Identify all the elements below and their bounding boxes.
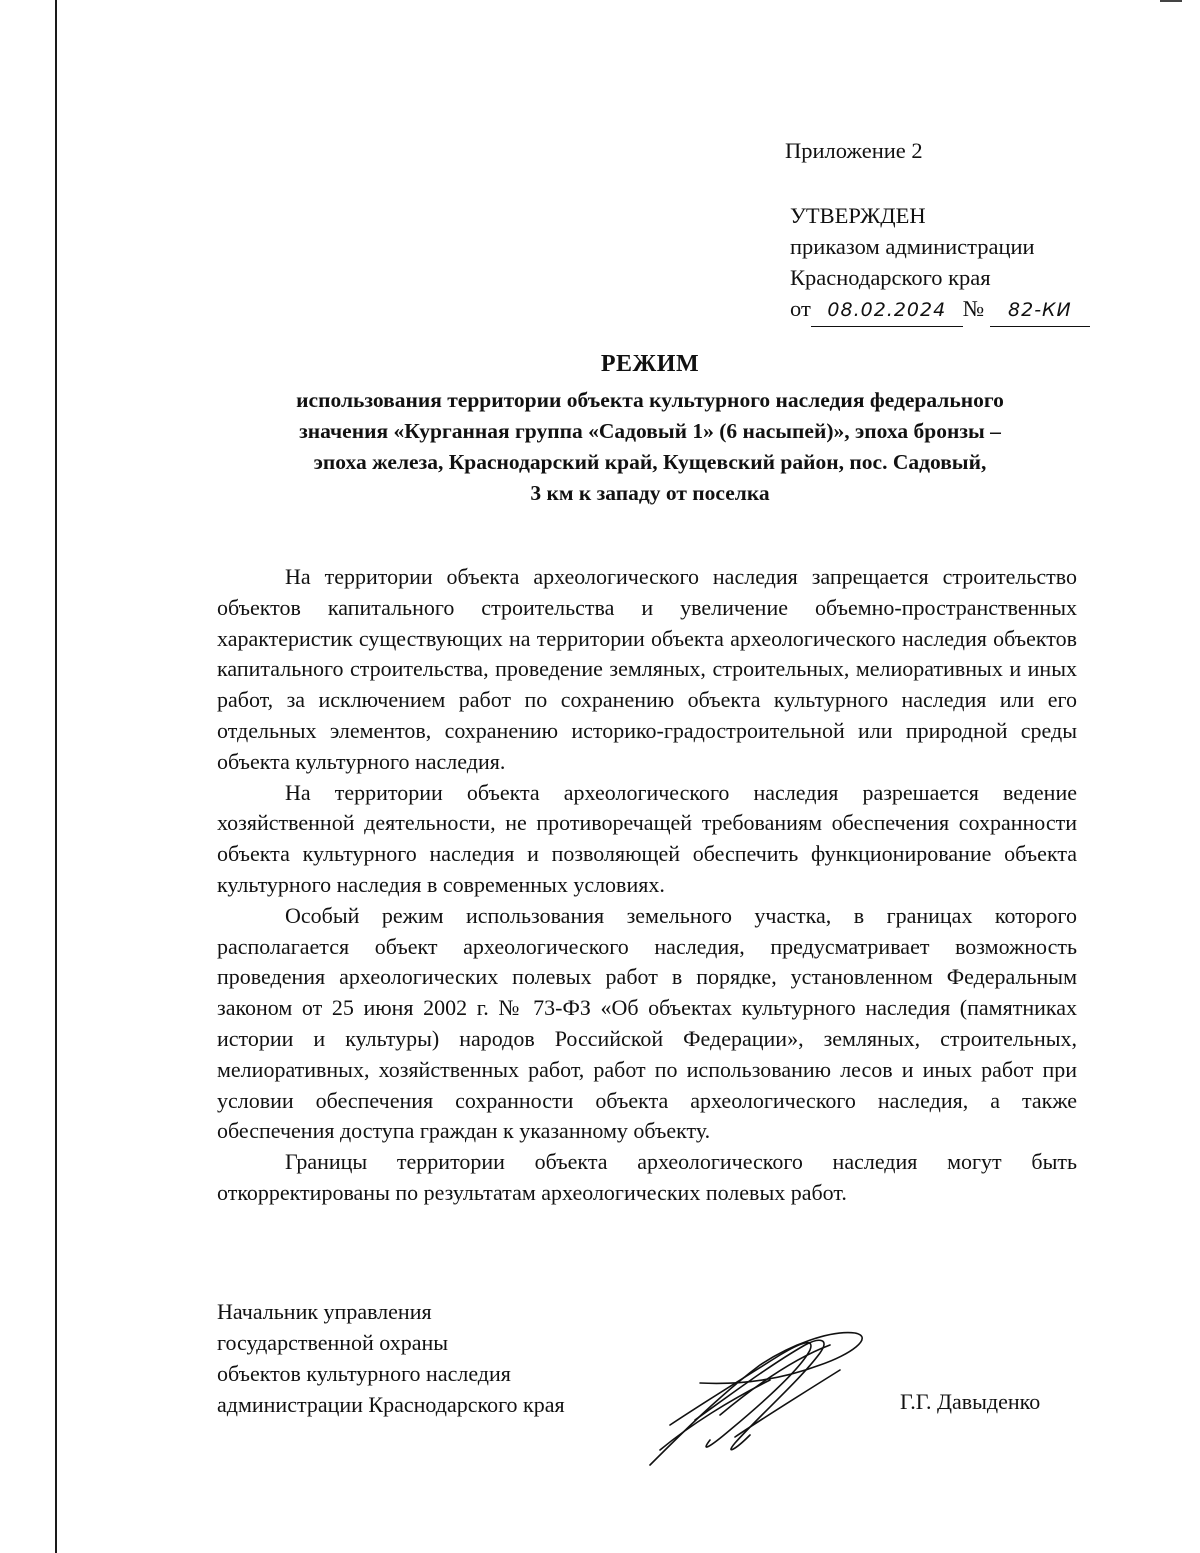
order-number-sign: № (962, 296, 985, 321)
order-prefix: от (790, 296, 811, 321)
order-line (790, 293, 1090, 327)
approval-block (790, 200, 1090, 327)
approved-by-line-1: приказом администрации (790, 234, 1035, 259)
body-paragraph: На территории объекта археологического наследия запрещается строительство объектов капитального строительства и увеличение объемно-пространственных характеристик существующих на территории объекта археологического наследия объектов капитального строительства, проведение земляных, строительных, мелиоративных и иных работ, за исключением работ по сохранению объекта культурного наследия или его отдельных элементов, сохранению историко-градостроительной или природной среды объекта культурного наследия. (217, 564, 1077, 774)
subtitle-line: 3 км к западу от поселка (530, 481, 770, 505)
approved-label: УТВЕРЖДЕН (790, 203, 926, 228)
document-subtitle (210, 385, 1090, 509)
position-line: государственной охраны (217, 1330, 449, 1355)
scan-edge-line (55, 0, 57, 1553)
subtitle-line: значения «Курганная группа «Садовый 1» (6 насыпей)», эпоха бронзы – (299, 419, 1001, 443)
signatory-position (217, 1296, 565, 1420)
subtitle-line: эпоха железа, Краснодарский край, Кущевский район, пос. Садовый, (313, 450, 987, 474)
approved-by-line-2: Краснодарского края (790, 265, 991, 290)
signatory-name: Г.Г. Давыденко (900, 1389, 1041, 1414)
appendix-label: Приложение 2 (785, 138, 923, 163)
order-number: 82-КИ (990, 295, 1090, 327)
document-body (217, 562, 1077, 1209)
corner-mark (1160, 0, 1182, 2)
body-paragraph: На территории объекта археологического наследия разрешается ведение хозяйственной деятельности, не противоречащей требованиям обеспечения сохранности объекта культурного наследия и позволяющей обеспечить функционирование объекта культурного наследия в современных условиях. (217, 779, 1077, 897)
handwritten-signature-icon (640, 1325, 880, 1475)
position-line: Начальник управления (217, 1299, 432, 1324)
body-paragraph: Границы территории объекта археологического наследия могут быть откорректированы по результатам археологических полевых работ. (217, 1149, 1077, 1205)
document-title: РЕЖИМ (600, 351, 700, 377)
position-line: администрации Краснодарского края (217, 1392, 565, 1417)
order-date: 08.02.2024 (811, 295, 963, 327)
subtitle-line: использования территории объекта культурного наследия федерального (296, 388, 1004, 412)
body-paragraph: Особый режим использования земельного участка, в границах которого располагается объект археологического наследия, предусматривает возможность проведения археологических полевых работ в порядке, установленном Федеральным законом от 25 июня 2002 г. № 73-ФЗ «Об объектах культурного наследия (памятниках истории и культуры) народов Российской Федерации», земляных, строительных, мелиоративных, хозяйственных работ, работ по использованию лесов и иных работ при условии обеспечения сохранности объекта археологического наследия, а также обеспечения доступа граждан к указанному объекту. (217, 902, 1077, 1144)
position-line: объектов культурного наследия (217, 1361, 511, 1386)
